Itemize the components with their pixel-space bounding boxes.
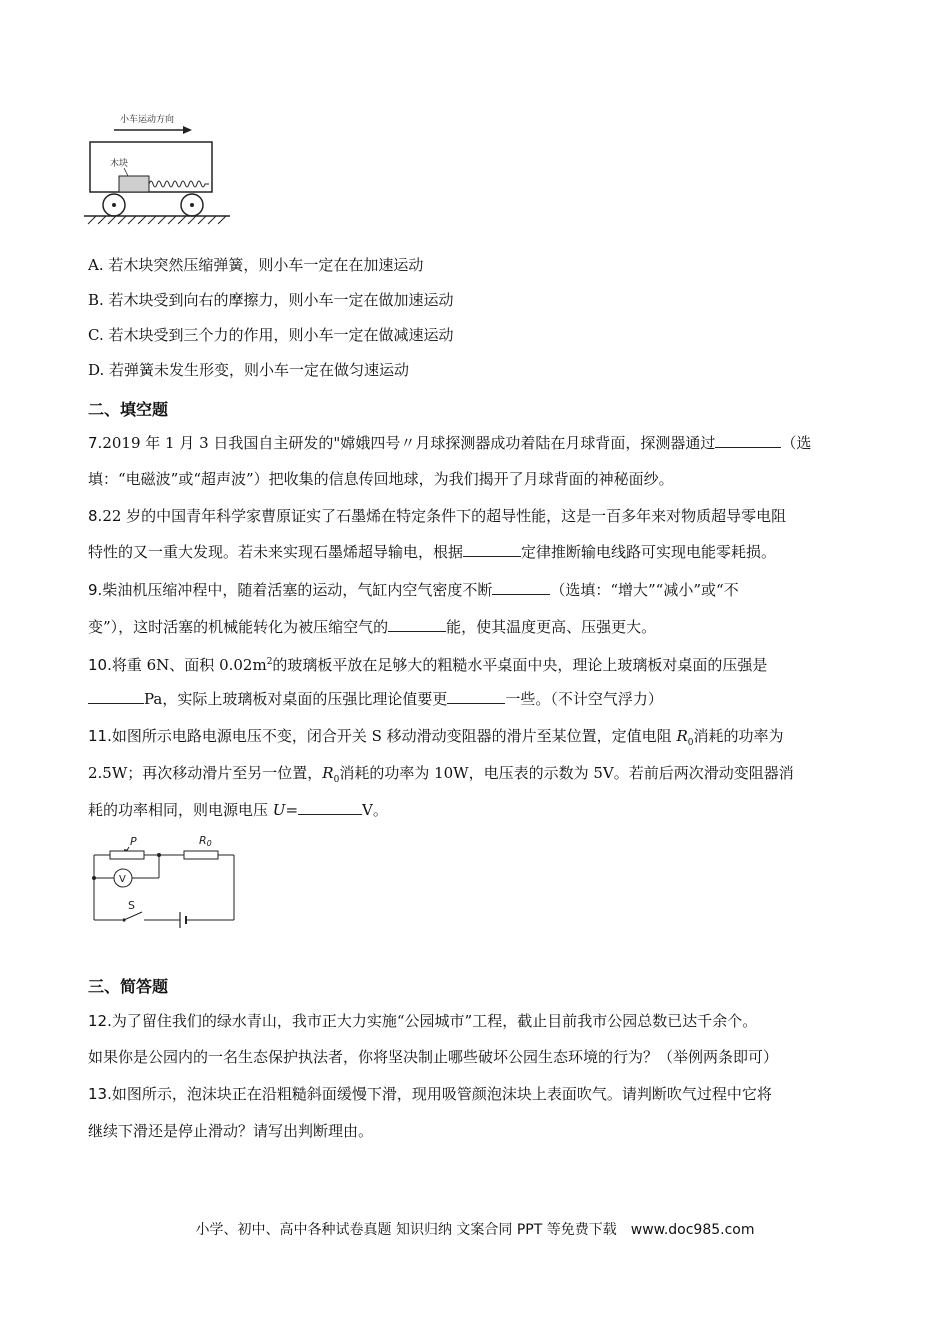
switch-label: S bbox=[128, 899, 135, 912]
question-11-number: 11. bbox=[88, 727, 112, 745]
resistor-r0-label: R0 bbox=[199, 834, 212, 848]
q10-text-b: 的玻璃板平放在足够大的粗糙水平桌面中央，理论上玻璃板对桌面的压强是 bbox=[272, 656, 768, 674]
answer-blank bbox=[492, 580, 550, 595]
direction-arrowhead bbox=[183, 126, 192, 134]
question-8-line-2 bbox=[88, 542, 776, 562]
question-11-line-2 bbox=[88, 763, 794, 790]
question-9-line-2 bbox=[88, 617, 656, 637]
option-a: A. 若木块突然压缩弹簧，则小车一定在在加速运动 bbox=[88, 256, 424, 274]
label-leader bbox=[124, 168, 128, 176]
page-footer bbox=[0, 1219, 950, 1239]
answer-blank bbox=[298, 800, 362, 815]
q7-text-a: 2019 年 1 月 3 日我国自主研发的"嫦娥四号〃月球探测器成功着陆在月球背面，探测器通过 bbox=[102, 434, 716, 452]
q11-text-a: 如图所示电路电源电压不变，闭合开关 S 移动滑动变阻器的滑片至某位置，定值电阻 bbox=[111, 727, 677, 745]
section-fill-in-title: 二、填空题 bbox=[88, 400, 169, 419]
switch bbox=[124, 912, 142, 920]
q9-text-d: 能，使其温度更高、压强更大。 bbox=[446, 618, 657, 636]
q9-text-a: 柴油机压缩冲程中，随着活塞的运动，气缸内空气密度不断 bbox=[102, 581, 493, 599]
block-label: 木块 bbox=[110, 159, 129, 169]
answer-blank bbox=[715, 433, 781, 448]
question-10-number: 10. bbox=[88, 656, 112, 674]
q7-text-b: （选 bbox=[781, 434, 812, 452]
question-13-line-1 bbox=[88, 1084, 772, 1104]
question-11-line-3 bbox=[88, 800, 388, 820]
question-7-line-2: 填：“电磁波”或“超声波”）把收集的信息传回地球，为我们揭开了月球背面的神秘面纱。 bbox=[88, 470, 674, 488]
right-wheel-hub bbox=[190, 203, 194, 207]
q11-text-c: 2.5W；再次移动滑片至另一位置， bbox=[88, 764, 323, 782]
q9-text-b: （选填：“增大”“减小”或“不 bbox=[550, 581, 739, 599]
resistor-r0 bbox=[184, 851, 218, 859]
rheostat bbox=[110, 851, 144, 859]
r0-symbol: R bbox=[322, 764, 334, 782]
option-b: B. 若木块受到向右的摩擦力，则小车一定在做加速运动 bbox=[88, 291, 454, 309]
q12-text-a: 为了留住我们的绿水青山，我市正大力实施“公园城市”工程，截止目前我市公园总数已达千余个。 bbox=[111, 1012, 758, 1030]
question-13-number: 13. bbox=[88, 1085, 112, 1103]
spring bbox=[149, 181, 209, 187]
left-wheel-hub bbox=[112, 203, 116, 207]
question-8-number: 8. bbox=[88, 507, 103, 525]
q8-text-b: 特性的又一重大发现。若未来实现石墨烯超导输电，根据 bbox=[88, 543, 464, 561]
q10-text-a: 将重 6N、面积 0.02m bbox=[111, 656, 267, 674]
q9-text-c: 变”），这时活塞的机械能转化为被压缩空气的 bbox=[88, 618, 389, 636]
section-short-answer-title: 三、简答题 bbox=[88, 977, 169, 996]
answer-blank bbox=[388, 617, 446, 632]
question-12-line-1 bbox=[88, 1011, 757, 1031]
question-12-number: 12. bbox=[88, 1012, 112, 1030]
answer-blank bbox=[463, 542, 521, 557]
voltmeter-label: V bbox=[119, 874, 126, 885]
cart-direction-label: 小车运动方向 bbox=[120, 115, 175, 125]
slider-p-label: P bbox=[130, 835, 137, 848]
question-10-line-1 bbox=[88, 652, 767, 675]
q11-text-g: V。 bbox=[362, 801, 388, 819]
question-11-line-1 bbox=[88, 726, 784, 753]
q8-text-c: 定律推断输电线路可实现电能零耗损。 bbox=[521, 543, 777, 561]
subscript: 0 bbox=[333, 775, 340, 785]
question-9-line-1 bbox=[88, 580, 739, 600]
option-c: C. 若木块受到三个力的作用，则小车一定在做减速运动 bbox=[88, 326, 454, 344]
q10-text-c: Pa，实际上玻璃板对桌面的压强比理论值要更 bbox=[144, 690, 448, 708]
q11-text-f: = bbox=[285, 801, 299, 819]
q13-text-a: 如图所示，泡沫块正在沿粗糙斜面缓慢下滑，现用吸管颜泡沫块上表面吹气。请判断吹气过程中它将 bbox=[111, 1085, 772, 1103]
footer-text: 小学、初中、高中各种试卷真题 知识归纳 文案合同 PPT 等免费下载 bbox=[195, 1222, 617, 1238]
question-7-number: 7. bbox=[88, 434, 103, 452]
u-symbol: U bbox=[272, 801, 286, 819]
option-d: D. 若弹簧未发生形变，则小车一定在做匀速运动 bbox=[88, 361, 410, 379]
question-8-line-1 bbox=[88, 506, 786, 526]
cart-figure bbox=[84, 108, 234, 228]
question-9-number: 9. bbox=[88, 581, 103, 599]
answer-blank bbox=[447, 689, 505, 704]
q11-text-d: 消耗的功率为 10W，电压表的示数为 5V。若前后两次滑动变阻器消 bbox=[339, 764, 794, 782]
r0-symbol: R bbox=[676, 727, 688, 745]
q11-text-b: 消耗的功率为 bbox=[693, 727, 784, 745]
superscript: 2 bbox=[266, 657, 273, 667]
circuit-figure bbox=[86, 832, 246, 932]
question-12-line-2: 如果你是公园内的一名生态保护执法者，你将坚决制止哪些破坏公园生态环境的行为？（举例两条即可） bbox=[88, 1048, 779, 1066]
q10-text-d: 一些。（不计空气浮力） bbox=[505, 690, 663, 708]
wooden-block bbox=[119, 176, 149, 192]
question-10-line-2 bbox=[88, 689, 663, 709]
q11-text-e: 耗的功率相同，则电源电压 bbox=[88, 801, 273, 819]
answer-blank bbox=[88, 689, 144, 704]
question-7-line-1 bbox=[88, 433, 811, 453]
subscript: 0 bbox=[687, 738, 694, 748]
q8-text-a: 22 岁的中国青年科学家曹原证实了石墨烯在特定条件下的超导性能，这是一百多年来对物质超导零电阻 bbox=[102, 507, 787, 525]
footer-link[interactable]: www.doc985.com bbox=[630, 1222, 755, 1238]
ground-hatch bbox=[88, 216, 226, 224]
question-13-line-2: 继续下滑还是停止滑动？请写出判断理由。 bbox=[88, 1122, 374, 1140]
